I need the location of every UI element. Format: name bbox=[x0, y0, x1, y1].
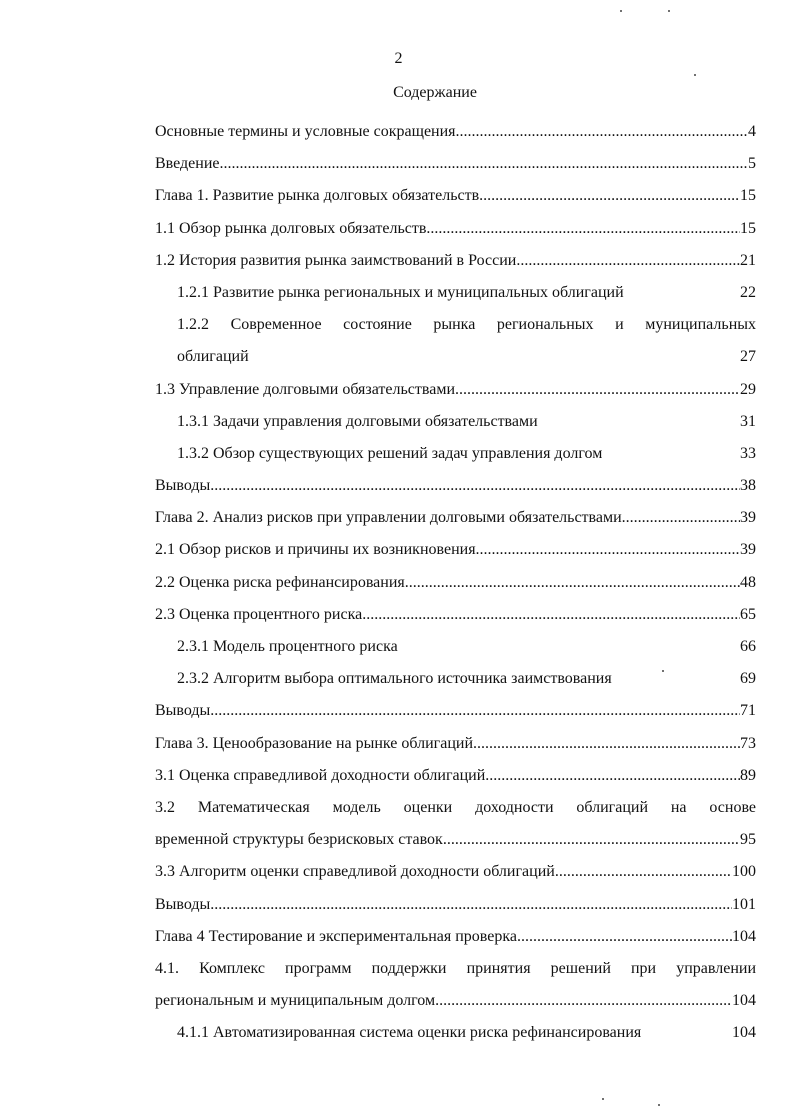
toc-entry bbox=[155, 896, 756, 928]
toc-entry-label: 2.2 Оценка риска рефинансирования bbox=[155, 573, 405, 591]
toc-entry bbox=[155, 445, 756, 477]
toc-entry-page: 15 bbox=[740, 187, 756, 205]
toc-entry-page: 69 bbox=[740, 670, 756, 688]
toc-entry-page: 33 bbox=[740, 444, 756, 462]
toc-entry-label: 1.3.2 Обзор существующих решений задач управления долгом bbox=[177, 444, 603, 462]
scan-speck bbox=[662, 670, 664, 672]
toc-entry bbox=[155, 413, 756, 445]
toc-entry bbox=[155, 1024, 756, 1056]
toc-leader-dots bbox=[426, 220, 740, 238]
toc-leader-dots bbox=[220, 155, 749, 173]
toc-entry-page: 104 bbox=[732, 992, 756, 1010]
toc-entry-label-line2: временной структуры безрисковых ставок bbox=[155, 831, 443, 849]
toc-entry-label: 2.3.1 Модель процентного риска bbox=[177, 638, 398, 655]
toc-leader-dots bbox=[210, 896, 732, 914]
toc-leader-dots bbox=[435, 992, 732, 1010]
toc-entry-label-line2: облигаций bbox=[177, 348, 249, 366]
toc-entry-label-line2: региональным и муниципальным долгом bbox=[155, 992, 436, 1010]
toc-leader-dots bbox=[622, 509, 740, 527]
toc-entry-page: 38 bbox=[740, 477, 756, 495]
toc-entry-page: 5 bbox=[748, 155, 756, 173]
toc-entry-label: 1.2 История развития рынка заимствований в России bbox=[155, 251, 517, 269]
scan-speck bbox=[694, 74, 696, 76]
toc-entry-label: Выводы bbox=[155, 702, 211, 720]
toc-entry bbox=[155, 284, 756, 316]
toc-entry bbox=[155, 509, 756, 541]
toc-entry bbox=[155, 767, 756, 799]
toc-entry-label: Глава 2. Анализ рисков при управлении долговыми обязательствами bbox=[155, 509, 622, 527]
page-title: Содержание bbox=[393, 84, 477, 101]
toc-entry-label: 2.1 Обзор рисков и причины их возникновения bbox=[155, 541, 476, 559]
toc-entry bbox=[155, 187, 756, 219]
toc-entry-label: Глава 3. Ценообразование на рынке облигаций bbox=[155, 734, 474, 752]
toc-entry-page: 95 bbox=[740, 831, 756, 849]
toc-entry-page: 31 bbox=[740, 412, 756, 430]
toc-entry-page: 27 bbox=[740, 348, 756, 366]
toc-entry bbox=[155, 863, 756, 895]
toc-entry bbox=[155, 638, 756, 670]
table-of-contents bbox=[155, 123, 756, 1056]
toc-entry-page: 71 bbox=[740, 702, 756, 720]
toc-entry-label: Глава 1. Развитие рынка долговых обязательств bbox=[155, 187, 480, 205]
toc-entry bbox=[155, 155, 756, 187]
toc-leader-dots bbox=[476, 541, 740, 559]
toc-entry-label: 3.1 Оценка справедливой доходности облигаций bbox=[155, 766, 486, 784]
toc-leader-dots bbox=[210, 702, 740, 720]
toc-entry-label: 2.3.2 Алгоритм выбора оптимального источника заимствования bbox=[177, 670, 612, 688]
toc-leader-dots bbox=[517, 928, 732, 946]
toc-entry bbox=[155, 928, 756, 960]
toc-entry-page: 48 bbox=[740, 573, 756, 591]
toc-entry-page: 22 bbox=[740, 283, 756, 301]
toc-entry-page: 66 bbox=[740, 638, 756, 655]
toc-leader-dots bbox=[443, 831, 740, 849]
scan-speck bbox=[620, 10, 622, 12]
toc-entry-page: 21 bbox=[740, 251, 756, 269]
toc-leader-dots bbox=[455, 381, 740, 399]
toc-entry-page: 104 bbox=[732, 1024, 756, 1042]
toc-leader-dots bbox=[210, 477, 740, 495]
toc-leader-dots bbox=[362, 606, 740, 624]
toc-entry-page: 15 bbox=[740, 219, 756, 237]
toc-leader-dots bbox=[555, 863, 732, 881]
toc-entry bbox=[155, 670, 756, 702]
toc-entry bbox=[155, 220, 756, 252]
toc-entry-label: 1.3.1 Задачи управления долговыми обязательствами bbox=[177, 412, 538, 430]
scan-speck bbox=[658, 1104, 660, 1106]
toc-entry-label: Выводы bbox=[155, 895, 211, 913]
toc-entry bbox=[155, 606, 756, 638]
toc-leader-dots bbox=[405, 574, 740, 592]
toc-entry-page: 39 bbox=[740, 541, 756, 559]
toc-entry-page: 4 bbox=[748, 123, 756, 140]
toc-entry bbox=[155, 992, 756, 1024]
toc-entry-page: 29 bbox=[740, 380, 756, 398]
toc-entry-label-line1: 4.1. Комплекс программ поддержки принятия решений при управлении bbox=[155, 959, 756, 977]
toc-leader-dots bbox=[485, 767, 740, 785]
scan-speck bbox=[602, 1098, 604, 1100]
toc-entry-page: 39 bbox=[740, 509, 756, 527]
toc-entry bbox=[155, 381, 756, 413]
toc-entry bbox=[155, 252, 756, 284]
scan-speck bbox=[668, 10, 670, 12]
toc-entry-label-line1: 3.2 Математическая модель оценки доходности облигаций на основе bbox=[155, 798, 756, 816]
toc-entry-label: Основные термины и условные сокращения bbox=[155, 123, 456, 140]
toc-entry-label: Выводы bbox=[155, 477, 211, 495]
toc-entry-label: 4.1.1 Автоматизированная система оценки риска рефинансирования bbox=[177, 1024, 642, 1042]
toc-leader-dots bbox=[456, 123, 748, 141]
toc-entry-page: 73 bbox=[740, 734, 756, 752]
toc-entry-label: 1.2.1 Развитие рынка региональных и муниципальных облигаций bbox=[177, 283, 624, 301]
toc-entry-label-line1: 1.2.2 Современное состояние рынка региональных и муниципальных bbox=[177, 316, 756, 334]
toc-leader-dots bbox=[516, 252, 740, 270]
toc-entry-label: 1.1 Обзор рынка долговых обязательств bbox=[155, 219, 427, 237]
toc-entry-page: 65 bbox=[740, 605, 756, 623]
toc-entry bbox=[155, 574, 756, 606]
toc-entry-page: 101 bbox=[732, 895, 756, 913]
toc-entry-page: 89 bbox=[740, 766, 756, 784]
toc-entry-label: 1.3 Управление долговыми обязательствами bbox=[155, 380, 456, 398]
toc-leader-dots bbox=[473, 735, 740, 753]
toc-entry bbox=[155, 541, 756, 573]
toc-entry-page: 100 bbox=[732, 863, 756, 881]
toc-entry-label: Глава 4 Тестирование и экспериментальная проверка bbox=[155, 927, 517, 945]
toc-entry-label: Введение bbox=[155, 155, 220, 173]
toc-entry bbox=[155, 123, 756, 155]
toc-leader-dots bbox=[479, 187, 740, 205]
page-number: 2 bbox=[394, 50, 403, 67]
toc-entry bbox=[155, 831, 756, 863]
toc-entry-label: 2.3 Оценка процентного риска bbox=[155, 605, 363, 623]
toc-entry bbox=[155, 477, 756, 509]
toc-entry bbox=[155, 348, 756, 380]
toc-entry-label: 3.3 Алгоритм оценки справедливой доходности облигаций bbox=[155, 863, 555, 881]
toc-entry bbox=[155, 735, 756, 767]
toc-entry bbox=[155, 702, 756, 734]
toc-entry-page: 104 bbox=[732, 927, 756, 945]
